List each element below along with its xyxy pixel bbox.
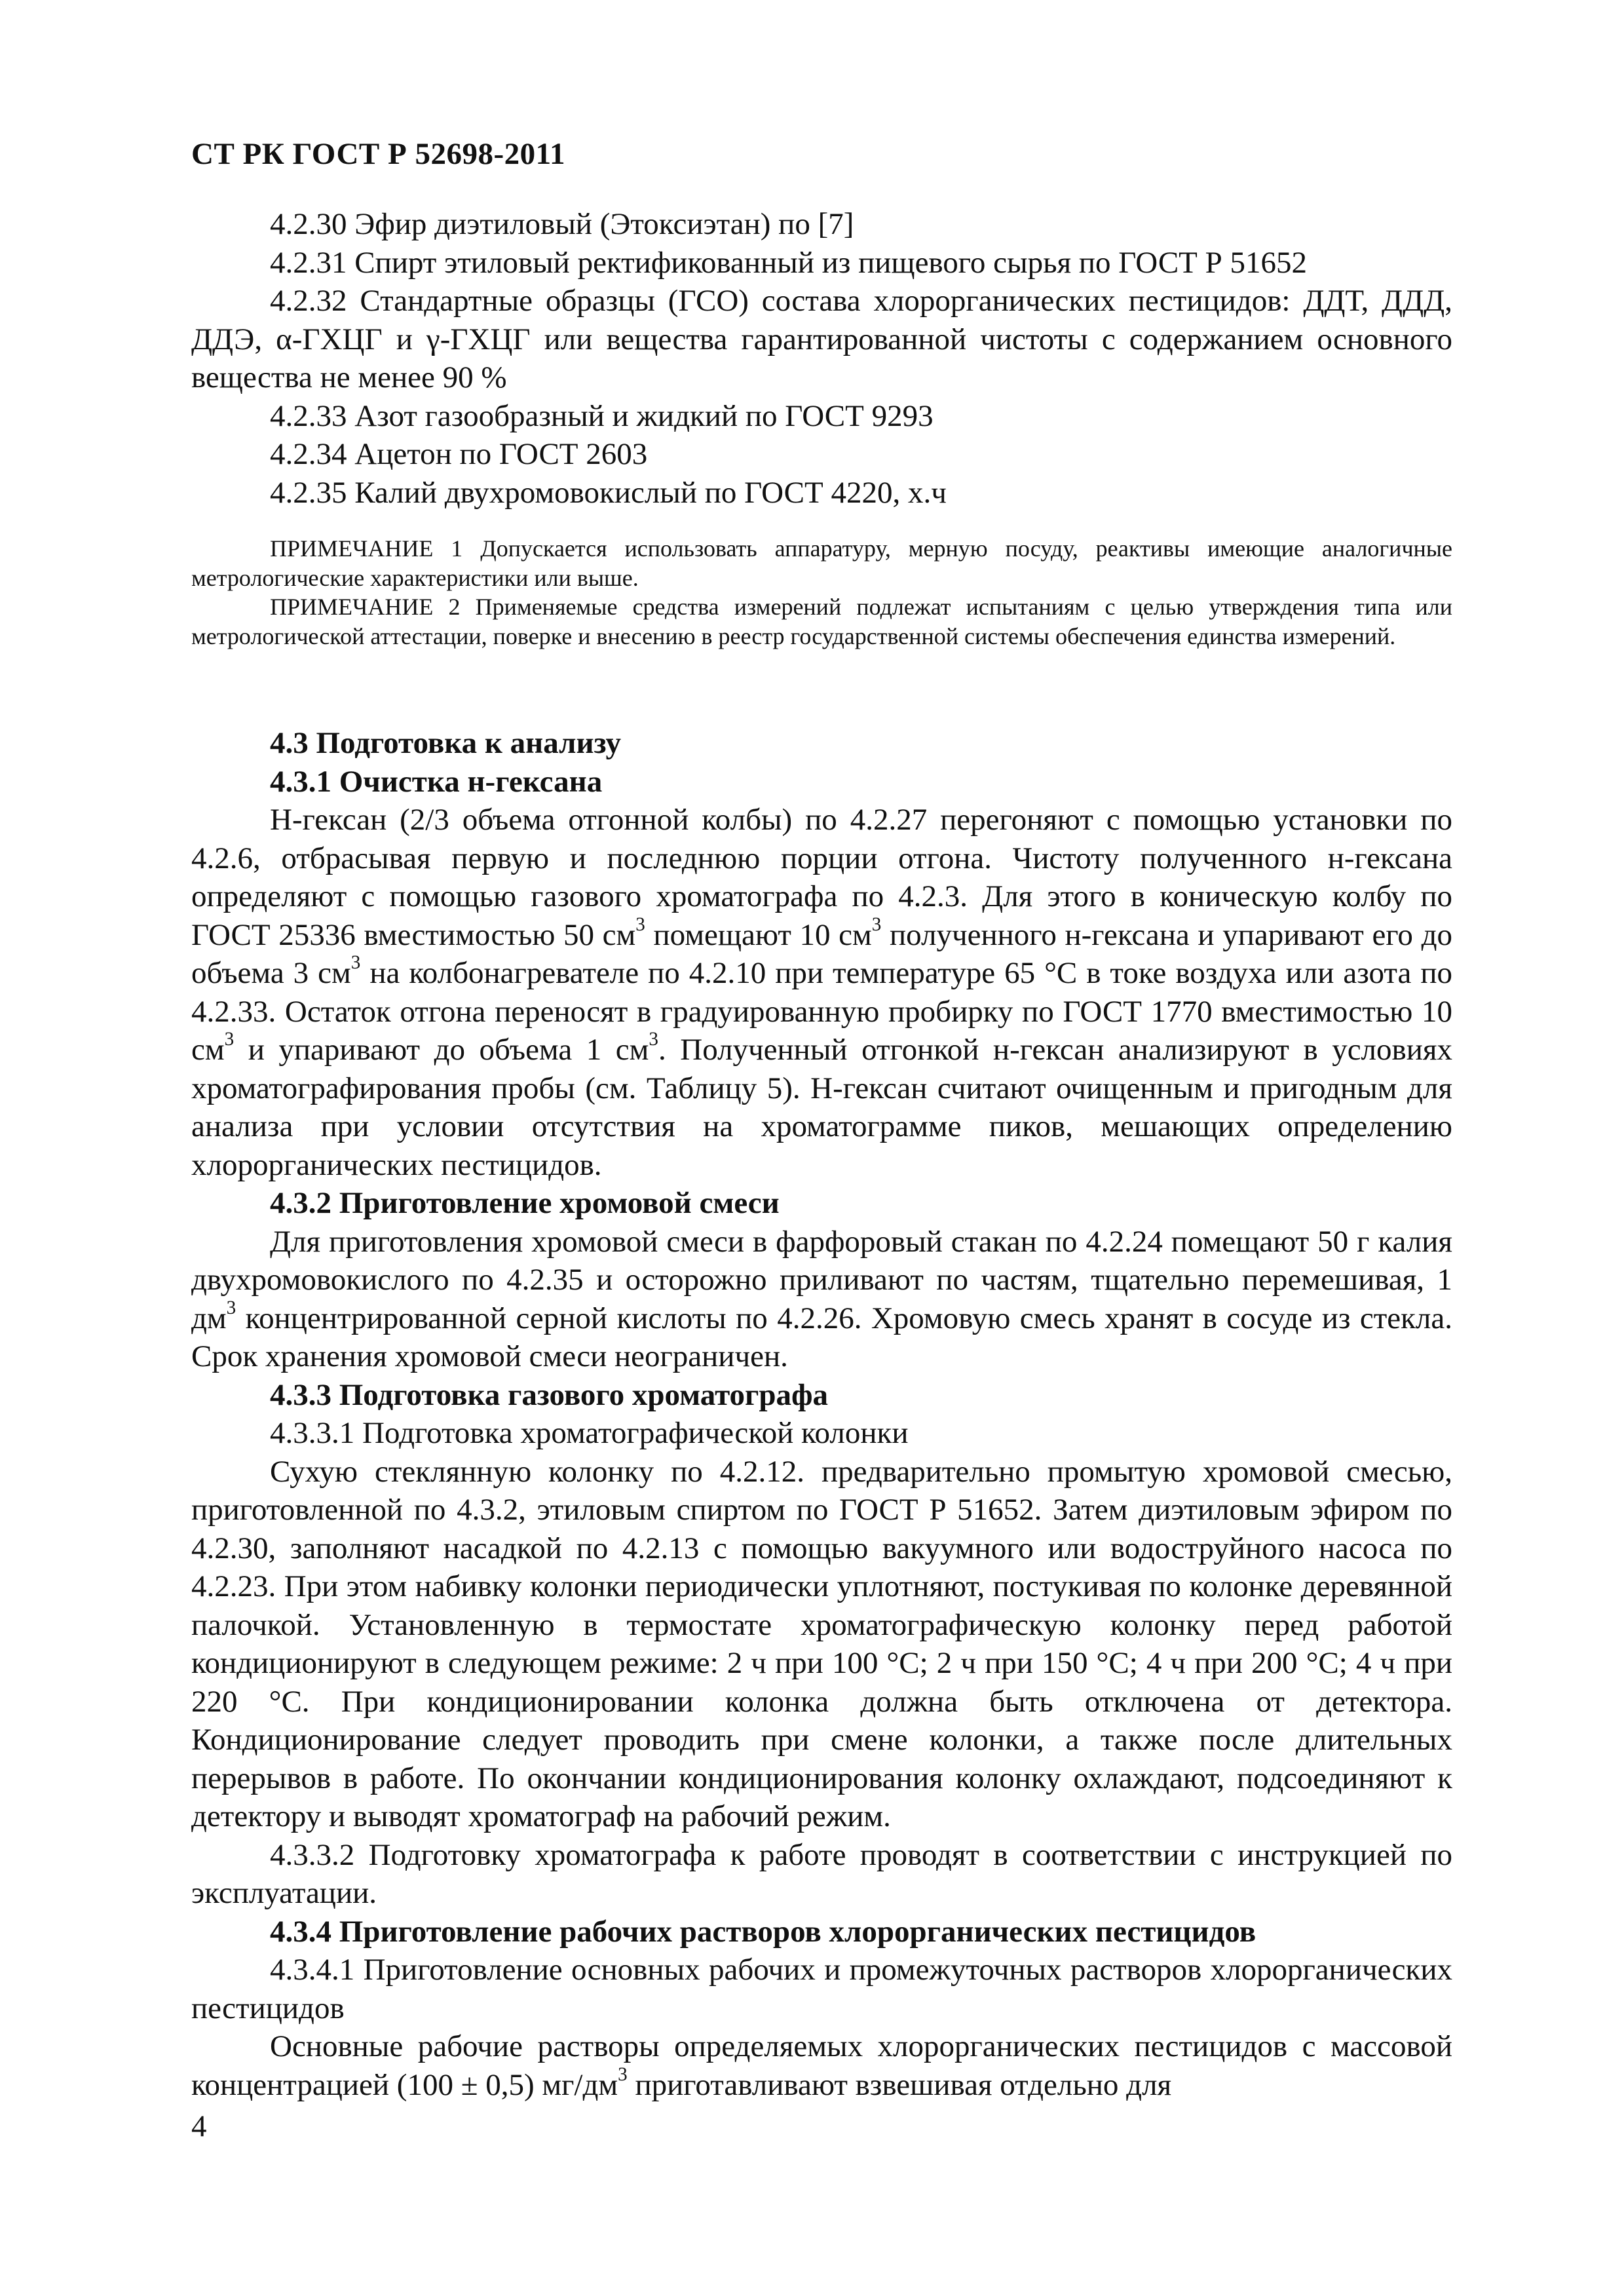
section-4-3 — [191, 724, 1452, 2104]
list-item: 4.2.33 Азот газообразный и жидкий по ГОСТ 9293 — [270, 398, 934, 433]
page-number: 4 — [191, 2109, 207, 2143]
note-2: ПРИМЕЧАНИЕ 2 Применяемые средства измерений подлежат испытаниям с целью утверждения типа или метрологической аттестации, поверке и внесению в реестр государственной системы обеспечения единства измерений. — [191, 594, 1452, 649]
paragraph-hexane-cleaning: Н-гексан (2/3 объема отгонной колбы) по 4.2.27 перегоняют с помощью установки по 4.2.6, отбрасывая первую и последнюю порции отгона. Чистоту полученного н-гексана определяют с помощью газового хроматографа по 4.2.3. Для этого в коническую колбу по ГОСТ 25336 вместимостью 50 $см^3$ помещают 10 $см^3$ полученного н-гексана и упаривают его до объема 3 $см^3$ на колбонагревателе по 4.2.10 при температуре 65 °С в токе воздуха или азота по 4.2.33. Остаток отгона переносят в градуированную пробирку по ГОСТ 1770 вместимостью 10 $см^3$ и упаривают до объема 1 $см^3$. Полученный отгонкой н-гексан анализируют в условиях хроматографирования пробы (см. Таблицу 5). Н-гексан считают очищенным и пригодным для анализа при условии отсутствия на хроматограмме пиков, мешающих определению хлорорганических пестицидов. — [191, 803, 1452, 1182]
clause-title-4-3-3-1: 4.3.3.1 Подготовка хроматографической колонки — [270, 1416, 909, 1450]
notes-block — [191, 534, 1452, 651]
subsection-title-4-3-2: 4.3.2 Приготовление хромовой смеси — [270, 1186, 780, 1220]
list-item: 4.2.35 Калий двухромовокислый по ГОСТ 4220, х.ч — [270, 475, 947, 510]
list-item: 4.2.34 Ацетон по ГОСТ 2603 — [270, 437, 648, 471]
document-header: СТ РК ГОСТ Р 52698-2011 — [191, 137, 566, 171]
paragraph-working-solutions: Основные рабочие растворы определяемых хлорорганических пестицидов с массовой концентрацией (100 ± 0,5) $мг/дм^3$ приготавливают взвешивая отдельно для — [191, 2029, 1452, 2102]
clause-title-4-3-4-1: 4.3.4.1 Приготовление основных рабочих и промежуточных растворов хлорорганических пестицидов — [191, 1953, 1452, 2025]
paragraph-column-preparation: Сухую стеклянную колонку по 4.2.12. предварительно промытую хромовой смесью, приготовленной по 4.3.2, этиловым спиртом по ГОСТ Р 51652. Затем диэтиловым эфиром по 4.2.30, заполняют насадкой по 4.2.13 с помощью вакуумного или водоструйного насоса по 4.2.23. При этом набивку колонки периодически уплотняют, постукивая по колонке деревянной палочкой. Установленную в термостате хроматографическую колонку перед работой кондиционируют в следующем режиме: 2 ч при 100 °С; 2 ч при 150 °С; 4 ч при 200 °С; 4 ч при 220 °С. При кондиционировании колонка должна быть отключена от детектора. Кондиционирование следует проводить при смене колонки, а также после длительных перерывов в работе. По окончании кондиционирования колонку охлаждают, подсоединяют к детектору и выводят хроматограф на рабочий режим. — [191, 1454, 1452, 1833]
list-item: 4.2.31 Спирт этиловый ректификованный из пищевого сырья по ГОСТ Р 51652 — [270, 245, 1308, 280]
list-item: 4.2.32 Стандартные образцы (ГСО) состава хлорорганических пестицидов: ДДТ, ДДД, ДДЭ, α-ГХЦГ и γ-ГХЦГ или вещества гарантированной чистоты с содержанием основного вещества не менее 90 % — [191, 284, 1452, 394]
section-title: 4.3 Подготовка к анализу — [270, 726, 622, 760]
subsection-title-4-3-1: 4.3.1 Очистка н-гексана — [270, 764, 603, 799]
subsection-title-4-3-4: 4.3.4 Приготовление рабочих растворов хлорорганических пестицидов — [270, 1914, 1256, 1949]
paragraph-chrome-mixture: Для приготовления хромовой смеси в фарфоровый стакан по 4.2.24 помещают 50 г калия двухромовокислого по 4.2.35 и осторожно приливают по частям, тщательно перемешивая, 1 $дм^3$ концентрированной серной кислоты по 4.2.26. Хромовую смесь хранят в сосуде из стекла. Срок хранения хромовой смеси неограничен. — [191, 1224, 1452, 1373]
materials-list — [191, 205, 1452, 512]
paragraph-chromatograph-preparation: 4.3.3.2 Подготовку хроматографа к работе проводят в соответствии с инструкцией по эксплуатации. — [191, 1837, 1452, 1910]
subsection-title-4-3-3: 4.3.3 Подготовка газового хроматографа — [270, 1377, 829, 1412]
note-1: ПРИМЕЧАНИЕ 1 Допускается использовать аппаратуру, мерную посуду, реактивы имеющие аналогичные метрологические характеристики или выше. — [191, 535, 1452, 591]
list-item: 4.2.30 Эфир диэтиловый (Этоксиэтан) по [7] — [270, 207, 854, 241]
